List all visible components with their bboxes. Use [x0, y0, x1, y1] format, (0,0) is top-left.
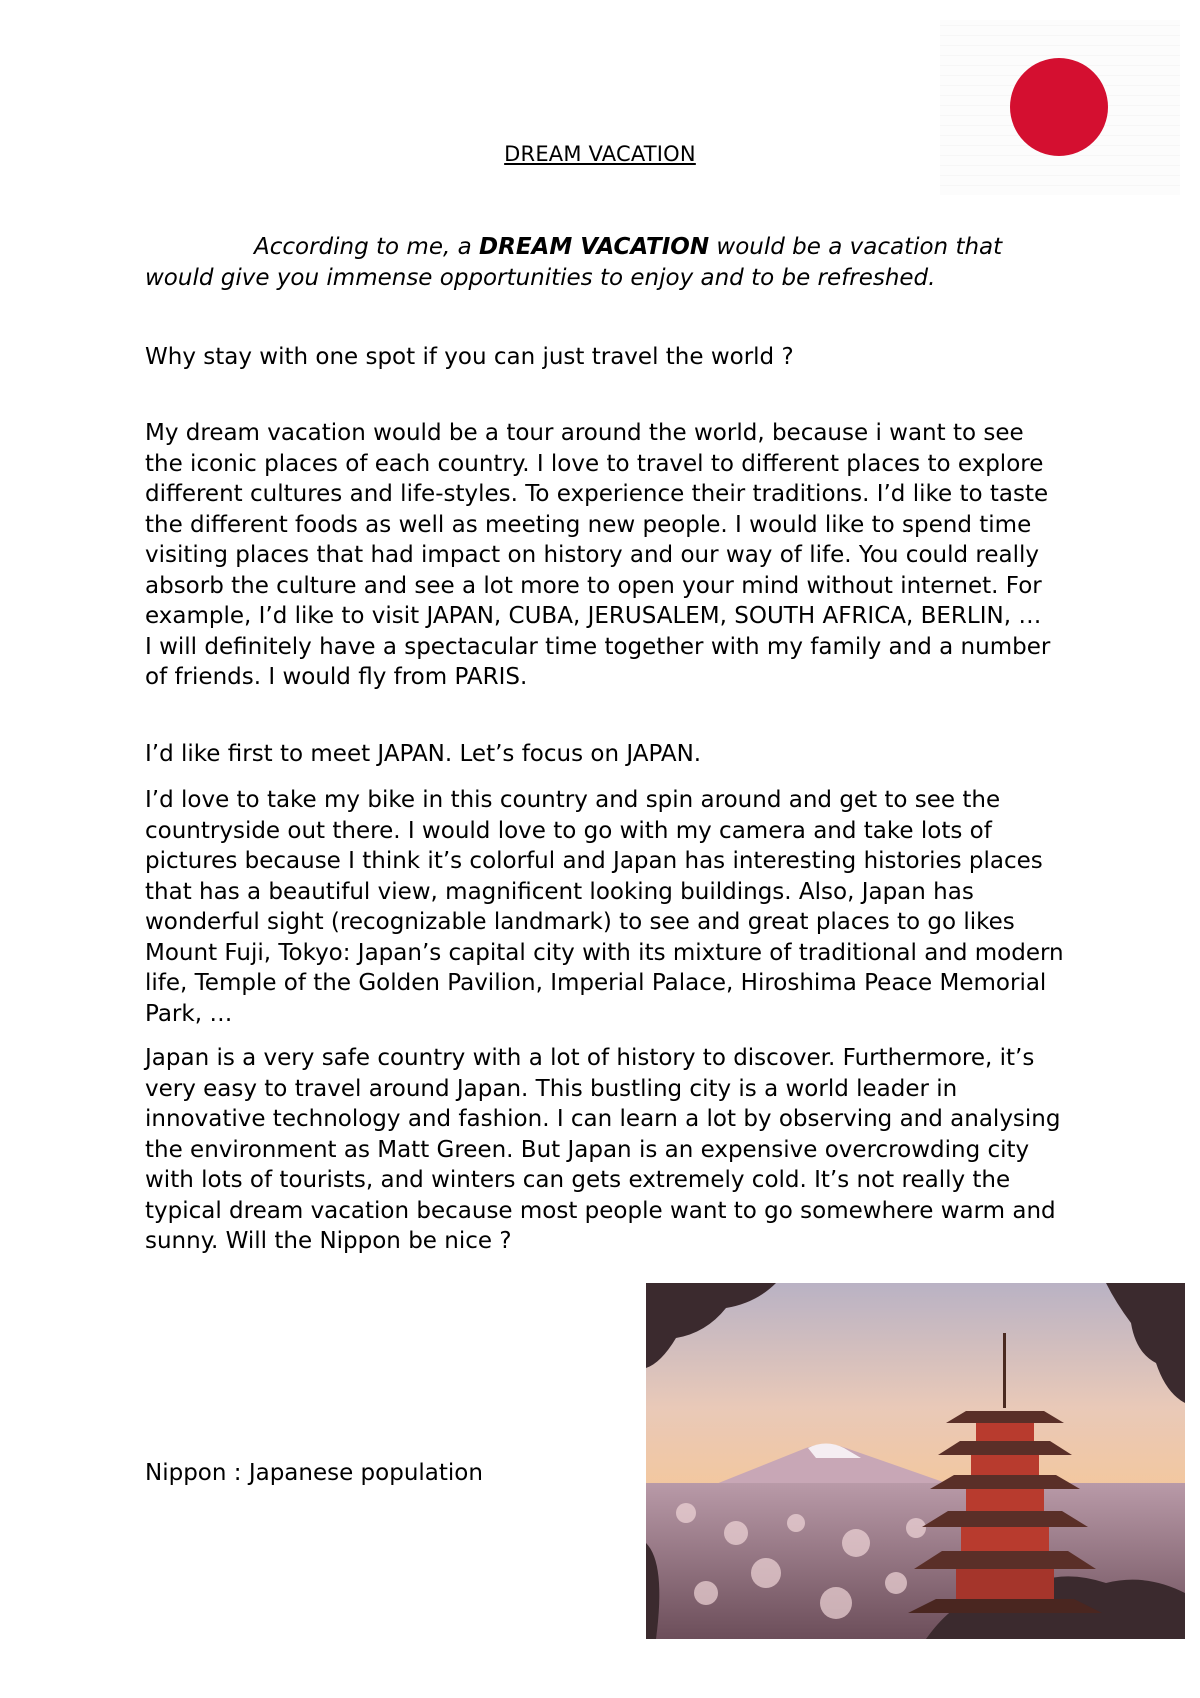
- paragraph-world-tour: [145, 418, 1065, 693]
- mount-fuji-pagoda-photo: [646, 1283, 1185, 1639]
- intro-bold-text: DREAM VACATION: [479, 234, 710, 260]
- paragraph-family-text: I will definitely have a spectacular time together with my family and a number of friends. I would fly from PARIS.: [145, 633, 1051, 690]
- paragraph-safe-country: Japan is a very safe country with a lot of history to discover. Furthermore, it’s very easy to travel around Japan. This bustling city is a world leader in innovative technology and fashion. I can learn a lot by observing and analysing the environment as Matt Green. But Japan is an expensive overcrowding city with lots of tourists, and winters can gets extremely cold. It’s not really the typical dream vacation because most people want to go somewhere warm and sunny. Will the Nippon be nice ?: [145, 1045, 1061, 1254]
- japan-flag-image: [940, 20, 1180, 195]
- paragraph-focus-japan: I’d like first to meet JAPAN. Let’s focus on JAPAN.: [145, 741, 702, 767]
- intro-text-before: According to me, a: [254, 234, 480, 260]
- intro-paragraph: [145, 232, 1065, 293]
- paragraph-world-tour-text: My dream vacation would be a tour around the world, because i want to see the iconic places of each country. I love to travel to different places to explore different cultures and life-styles. To experience their traditions. I’d like to taste the different foods as well as meeting new people. I would like to spend time visiting places that had impact on history and our way of life. You could really absorb the culture and see a lot more to open your mind without internet. For example, I’d like to visit JAPAN, CUBA, JERUSALEM, SOUTH AFRICA, BERLIN, …: [145, 420, 1049, 629]
- question-paragraph: Why stay with one spot if you can just travel the world ?: [145, 344, 794, 370]
- paragraph-bike-tour: I’d love to take my bike in this country and spin around and get to see the countryside out there. I would love to go with my camera and take lots of pictures because I think it’s colorful and Japan has interesting histories places that has a beautiful view, magnificent looking buildings. Also, Japan has wonderful sight (recognizable landmark) to see and great places to go likes Mount Fuji, Tokyo: Japan’s capital city with its mixture of traditional and modern life, Temple of the Golden Pavilion, Imperial Palace, Hiroshima Peace Memorial Park, …: [145, 787, 1064, 1027]
- intro-text-after: would be a vacation that would give you immense opportunities to enjoy and to be refreshed.: [145, 234, 1003, 291]
- nippon-note: Nippon : Japanese population: [145, 1460, 483, 1486]
- page-title: DREAM VACATION: [504, 142, 696, 166]
